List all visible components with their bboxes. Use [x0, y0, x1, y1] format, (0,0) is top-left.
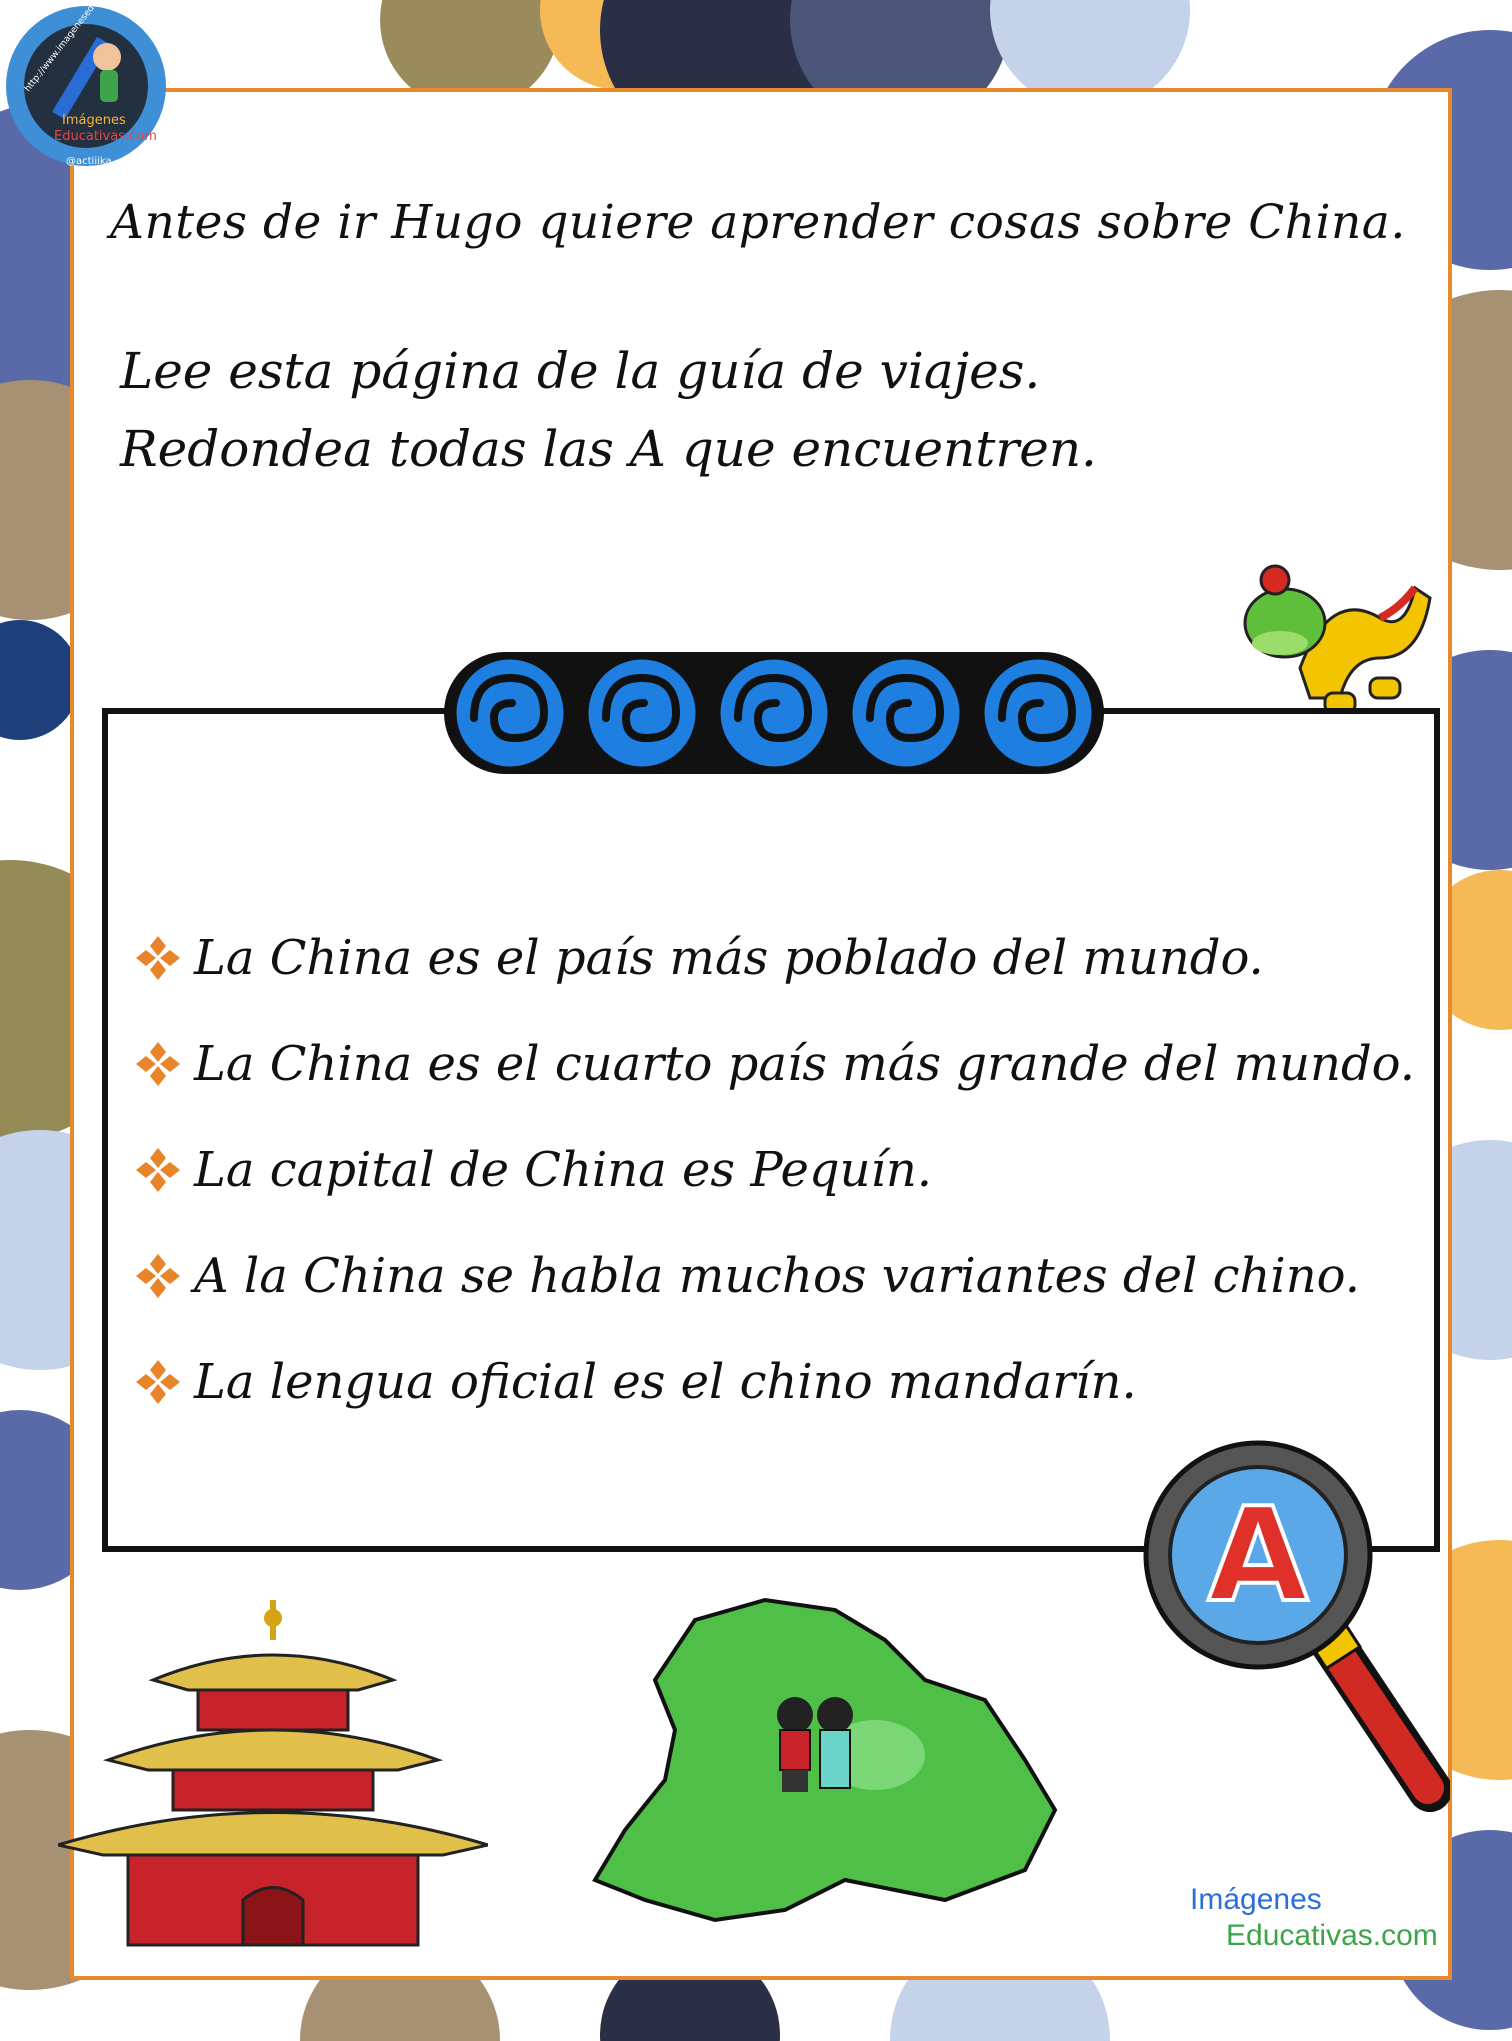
fact-text: La lengua oficial es el chino mandarín.	[194, 1354, 1137, 1410]
diamond-bullet-icon	[134, 1040, 182, 1088]
fact-text: La capital de China es Pequín.	[194, 1142, 933, 1198]
swirl-ornament	[444, 648, 1104, 778]
fact-list	[134, 905, 1415, 1435]
list-item	[134, 905, 1394, 1011]
list-item	[134, 1117, 1394, 1223]
dragon-illustration	[1230, 548, 1450, 720]
magnifier-letter: A	[1207, 1479, 1309, 1631]
brand-line-2: Educativas.com	[1226, 1919, 1438, 1952]
logo-name-line1: Imágenes	[62, 113, 126, 128]
fact-text: La China es el país más poblado del mundo.	[194, 930, 1264, 986]
china-map-illustration	[585, 1580, 1065, 1940]
brand-line-1: Imágenes	[1190, 1883, 1322, 1916]
instruction-line-2: Redondea todas las A que encuentren.	[120, 420, 1097, 478]
fact-text: A la China se habla muchos variantes del chino.	[194, 1248, 1360, 1304]
pagoda-illustration	[58, 1600, 488, 1950]
list-item	[134, 1223, 1394, 1329]
list-item	[134, 1011, 1415, 1117]
logo-handle: @actiiika	[66, 156, 112, 167]
diamond-bullet-icon	[134, 1146, 182, 1194]
fact-text: La China es el cuarto país más grande del mundo.	[194, 1036, 1415, 1092]
brand-watermark	[1190, 1882, 1460, 1962]
logo-name-line2: Educativas.com	[54, 129, 157, 144]
site-logo	[2, 2, 170, 170]
page-title: Antes de ir Hugo quiere aprender cosas sobre China.	[110, 195, 1406, 250]
list-item	[134, 1329, 1394, 1435]
diamond-bullet-icon	[134, 1252, 182, 1300]
diamond-bullet-icon	[134, 1358, 182, 1406]
magnifying-glass-icon	[1140, 1430, 1450, 1830]
diamond-bullet-icon	[134, 934, 182, 982]
instruction-line-1: Lee esta página de la guía de viajes.	[120, 342, 1041, 400]
